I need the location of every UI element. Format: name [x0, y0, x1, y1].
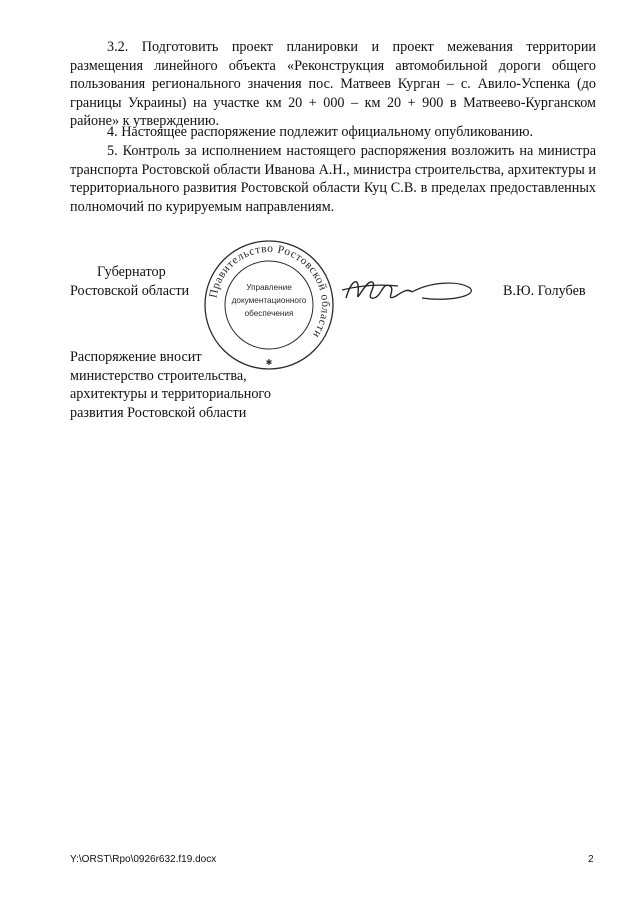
submission-note-line3: архитектуры и территориального [70, 386, 271, 403]
submission-note [70, 348, 271, 422]
paragraph-3-2: 3.2. Подготовить проект планировки и проект межевания территории размещения линейного объекта «Реконструкция автомобильной дороги общего пользования регионального значения пос. Матвеев Курган – с. Авило-Успенка (до границы Украины) на участке км 20 + 000 – км 20 + 900 в Матвеево-Курганском районе» к утверждению. [70, 39, 596, 130]
paragraph-5: 5. Контроль за исполнением настоящего распоряжения возложить на министра транспорта Ростовской области Иванова А.Н., министра строительства, архитектуры и территориального развития Ростовской области Куц С.В. в пределах предоставленных полномочий по курируемым направлениям. [70, 143, 596, 215]
stamp-star-icon: ✱ [265, 358, 273, 367]
paragraph-4: 4. Настоящее распоряжение подлежит официальному опубликованию. [107, 124, 534, 140]
handwritten-signature [338, 268, 478, 312]
submission-note-line2: министерство строительства, [70, 367, 247, 384]
signer-name: В.Ю. Голубев [503, 283, 586, 299]
stamp-center-line2: документационного [231, 296, 307, 305]
footer-file-path: Y:\ORST\Rpo\0926r632.f19.docx [70, 854, 217, 865]
stamp-ring-text: Правительство Ростовской области [207, 242, 332, 341]
page-number: 2 [588, 854, 594, 865]
signatory-title-line2: Ростовской области [70, 283, 190, 299]
submission-note-line1: Распоряжение вносит [70, 349, 202, 365]
stamp-center-line3: обеспечения [244, 309, 294, 318]
signatory-title-line1: Губернатор [97, 264, 166, 280]
stamp-center-line1: Управление [246, 283, 292, 292]
submission-note-line4: развития Ростовской области [70, 404, 247, 421]
